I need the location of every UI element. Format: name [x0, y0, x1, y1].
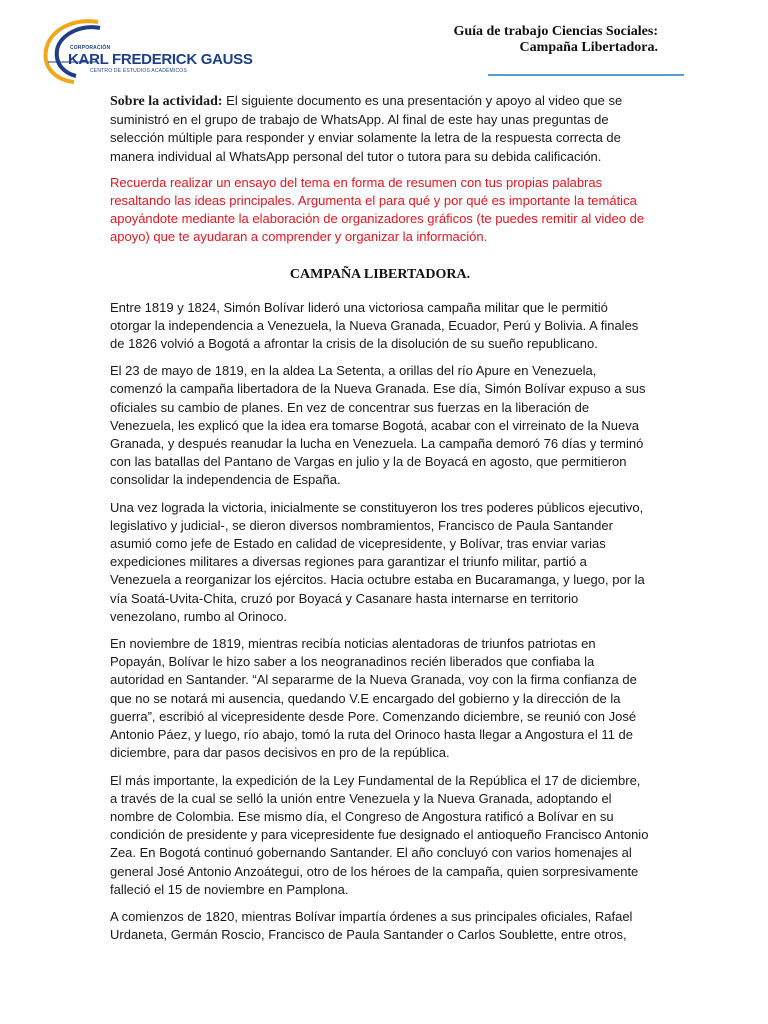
activity-intro	[110, 92, 650, 166]
document-title: CAMPAÑA LIBERTADORA.	[289, 266, 471, 282]
body-paragraph: El 23 de mayo de 1819, en la aldea La Setenta, a orillas del río Apure en Venezuela, comenzó la campaña libertadora de la Nueva Granada. Ese día, Simón Bolívar expuso a sus oficiales su cambio de planes. En vez de concentrar sus fuerzas en la liberación de Venezuela, les explicó que la idea era tomarse Bogotá, acabar con el virreinato de la Nueva Granada, y después reanudar la lucha en Venezuela. La campaña demoró 76 días y terminó con las batallas del Pantano de Vargas en julio y la de Boyacá en agosto, que permitieron consolidar la independencia de España.	[110, 363, 646, 488]
activity-text: El siguiente documento es una presentación y apoyo al video que se suministró en el grupo de trabajo de WhatsApp. Al final de este hay unas preguntas de selección múltiple para responder y enviar solamente la letra de la respuesta correcta de manera individual al WhatsApp personal del tutor o tutora para su debida calificación.	[110, 93, 623, 164]
body-paragraph: Una vez lograda la victoria, inicialmente se constituyeron los tres poderes públicos ejecutivo, legislativo y judicial-, se dieron diversos nombramientos, Francisco de Paula Santander asumió como jefe de Estado en calidad de vicepresidente, y Bolívar, tras enviar varias expediciones militares a diversas regiones para garantizar el triunfo militar, partió a Venezuela a reorganizar los ejércitos. Hacia octubre estaba en Bucaramanga, y luego, por la vía Soatá-Uvita-Chita, cruzó por Boyacá y Casanare hasta internarse en territorio venezolano, rumbo al Orinoco.	[110, 499, 645, 624]
institution-logo	[40, 18, 253, 90]
body-paragraph: El más importante, la expedición de la Ley Fundamental de la República el 17 de diciembre, a través de la cual se selló la unión entre Venezuela y la Nueva Granada, adoptando el nombre de Colombia. Ese mismo día, el Congreso de Angostura ratificó a Bolívar en su condición de presidente y para vicepresidente fue designado el antioqueño Francisco Antonio Zea. En Bogotá continuó gobernando Santander. El año concluyó con varios homenajes al general José Antonio Anzoátegui, otro de los héroes de la campaña, quien sorpresivamente falleció el 15 de noviembre en Pamplona.	[110, 772, 649, 897]
guide-title-line-2: Campaña Libertadora.	[519, 40, 658, 55]
logo-subtitle: CENTRO DE ESTUDIOS ACADÉMICOS	[90, 68, 187, 74]
guide-title-line-1: Guía de trabajo Ciencias Sociales:	[453, 24, 658, 39]
logo-top-text: CORPORACIÓN	[70, 45, 111, 51]
document-body	[110, 92, 650, 953]
header-rule	[488, 74, 684, 76]
page-header	[0, 0, 768, 80]
activity-lead: Sobre la actividad:	[110, 94, 223, 109]
essay-reminder: Recuerda realizar un ensayo del tema en forma de resumen con tus propias palabras resaltando las ideas principales. Argumenta el para qué y por qué es importante la temática apoyándote mediante la elaboración de organizadores gráficos (te puedes remitir al video de apoyo) que te ayudaran a comprender y organizar la información.	[110, 174, 645, 245]
body-paragraph: En noviembre de 1819, mientras recibía noticias alentadoras de triunfos patriotas en Popayán, Bolívar le hizo saber a los neogranadinos recién liberados que confiaba la autoridad en Santander. “Al separarme de la Nueva Granada, voy con la firma confianza de que no se notará mi ausencia, quedando V.E encargado del gobierno y la dirección de la guerra”, escribió al vicepresidente desde Pore. Comenzando diciembre, se reunió con José Antonio Páez, y luego, río abajo, tomó la ruta del Orinoco hasta llegar a Angostura el 11 de diciembre, para dar pasos decisivos en pro de la república.	[110, 636, 637, 761]
logo-name: KARL FREDERICK GAUSS	[68, 51, 253, 68]
guide-title	[453, 24, 658, 56]
body-paragraph: Entre 1819 y 1824, Simón Bolívar lideró una victoriosa campaña militar que le permitió otorgar la independencia a Venezuela, la Nueva Granada, Ecuador, Perú y Bolivia. A finales de 1826 volvió a Bogotá a afrontar la crisis de la disolución de su sueño republicano.	[110, 299, 639, 352]
body-paragraph: A comienzos de 1820, mientras Bolívar impartía órdenes a sus principales oficiales, Rafael Urdaneta, Germán Roscio, Francisco de Paula Santander o Carlos Soublette, entre otros,	[110, 908, 633, 943]
